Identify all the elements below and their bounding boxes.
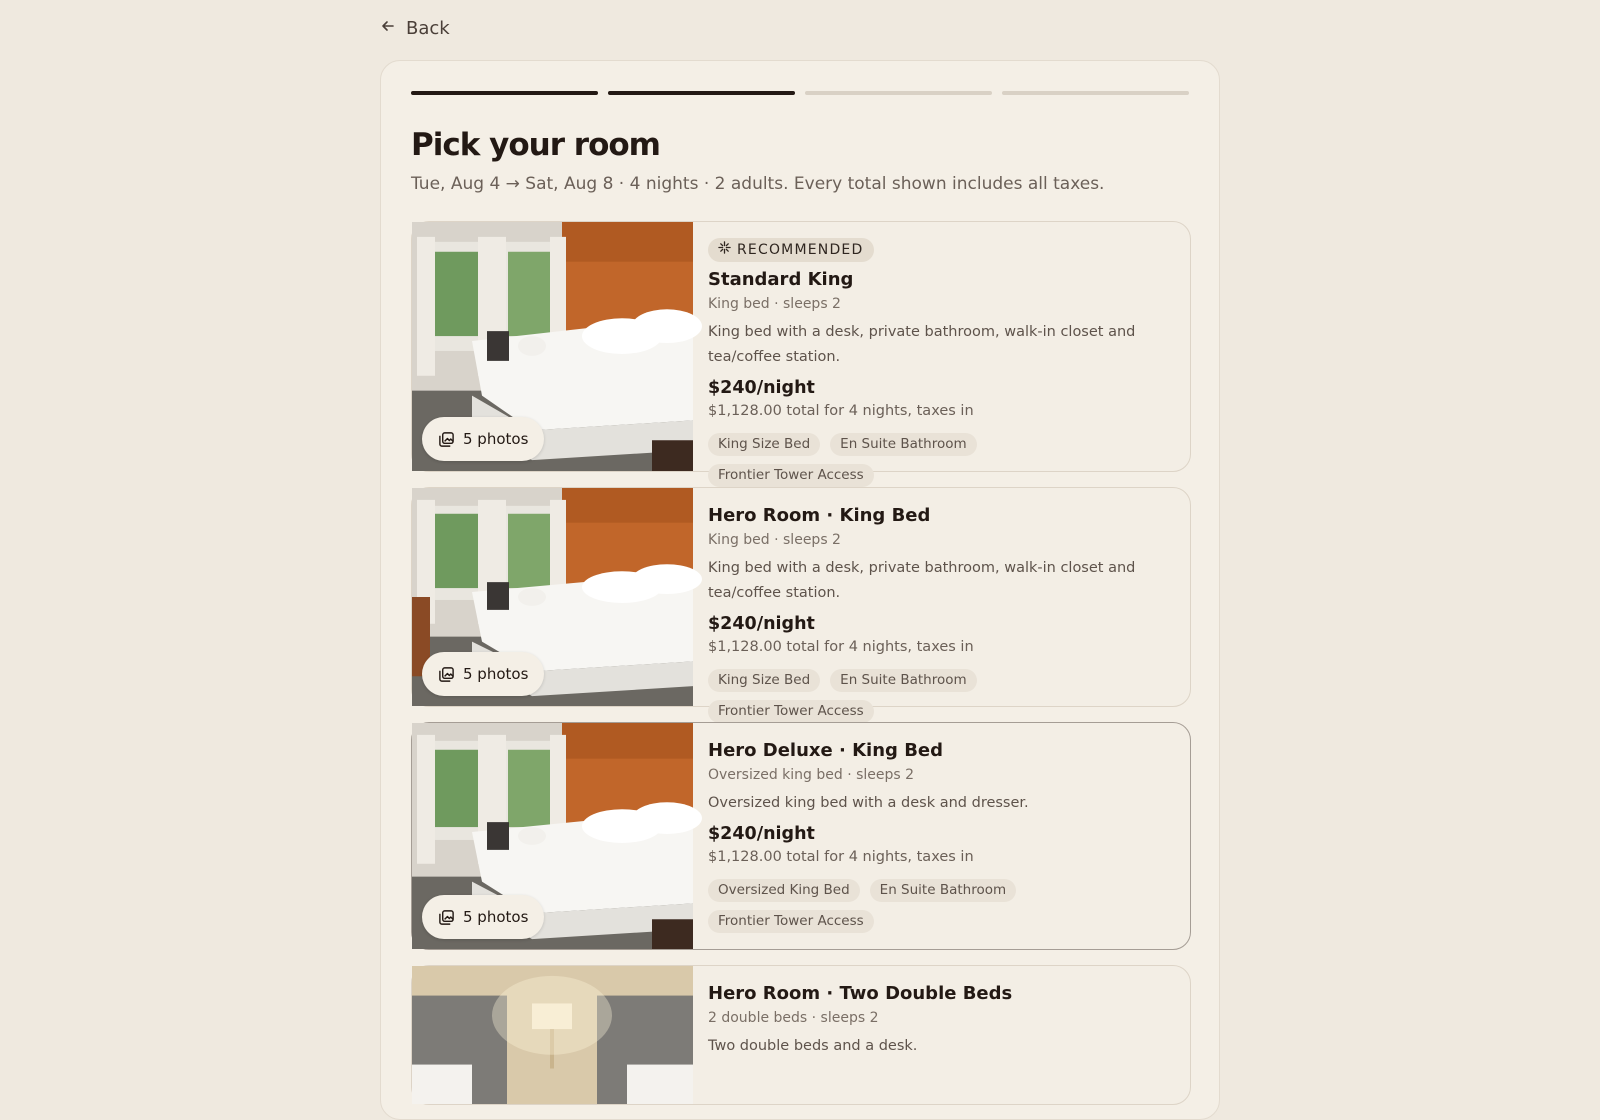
amenity-tag: Frontier Tower Access <box>708 464 874 487</box>
view-photos-button[interactable] <box>422 895 544 939</box>
room-bed-info: King bed · sleeps 2 <box>708 532 841 548</box>
photo-gallery-icon <box>438 431 455 448</box>
photo-gallery-icon <box>438 909 455 926</box>
room-card-standard-king[interactable] <box>411 221 1191 483</box>
room-photo[interactable] <box>412 723 693 949</box>
sparkle-icon <box>718 241 731 258</box>
room-card-hero-room-two-doubles[interactable] <box>411 965 1191 1105</box>
room-card-hero-deluxe-king[interactable] <box>411 722 1191 950</box>
room-total-price: $1,128.00 total for 4 nights, taxes in <box>708 639 974 655</box>
photos-count: 5 photos <box>463 665 529 683</box>
photos-count: 5 photos <box>463 908 529 926</box>
view-photos-button[interactable] <box>422 417 544 461</box>
room-photo-image <box>412 966 693 1104</box>
room-bed-info: King bed · sleeps 2 <box>708 296 841 312</box>
back-label: Back <box>406 18 450 39</box>
room-name: Standard King <box>708 269 854 290</box>
progress-step-3 <box>805 91 992 95</box>
amenity-tag: En Suite Bathroom <box>830 669 976 692</box>
progress-step-4 <box>1002 91 1189 95</box>
amenity-tag: Frontier Tower Access <box>708 700 874 723</box>
room-bed-info: 2 double beds · sleeps 2 <box>708 1010 879 1026</box>
room-info <box>708 982 1170 1059</box>
room-card-hero-room-king[interactable] <box>411 487 1191 719</box>
room-bed-info: Oversized king bed · sleeps 2 <box>708 767 915 783</box>
room-total-price: $1,128.00 total for 4 nights, taxes in <box>708 403 974 419</box>
room-description: King bed with a desk, private bathroom, walk-in closet and tea/coffee station. <box>708 560 1136 601</box>
room-info <box>708 739 1170 933</box>
room-photo[interactable] <box>412 966 693 1104</box>
room-info <box>708 504 1170 723</box>
stay-summary: Tue, Aug 4 → Sat, Aug 8 · 4 nights · 2 adults. Every total shown includes all taxes. <box>411 174 1105 194</box>
room-description: Oversized king bed with a desk and dresser. <box>708 795 1029 811</box>
photo-gallery-icon <box>438 666 455 683</box>
page-title: Pick your room <box>411 127 660 163</box>
room-total-price: $1,128.00 total for 4 nights, taxes in <box>708 849 974 865</box>
amenity-tag: Frontier Tower Access <box>708 910 874 933</box>
photos-count: 5 photos <box>463 430 529 448</box>
room-amenity-tags <box>708 433 1148 487</box>
room-description: Two double beds and a desk. <box>708 1038 918 1054</box>
room-name: Hero Room · Two Double Beds <box>708 983 1013 1004</box>
room-name: Hero Deluxe · King Bed <box>708 740 944 761</box>
room-name: Hero Room · King Bed <box>708 505 931 526</box>
progress-step-2 <box>608 91 795 95</box>
room-info <box>708 238 1170 487</box>
room-description: King bed with a desk, private bathroom, walk-in closet and tea/coffee station. <box>708 324 1136 365</box>
room-photo[interactable] <box>412 222 693 471</box>
room-nightly-price: $240/night <box>708 614 815 634</box>
amenity-tag: King Size Bed <box>708 433 820 456</box>
back-button[interactable] <box>380 18 450 39</box>
recommended-badge <box>708 238 874 262</box>
room-nightly-price: $240/night <box>708 824 815 844</box>
amenity-tag: En Suite Bathroom <box>870 879 1016 902</box>
view-photos-button[interactable] <box>422 652 544 696</box>
room-selection-panel <box>380 60 1220 1120</box>
amenity-tag: Oversized King Bed <box>708 879 860 902</box>
room-photo[interactable] <box>412 488 693 706</box>
amenity-tag: King Size Bed <box>708 669 820 692</box>
progress-step-1 <box>411 91 598 95</box>
amenity-tag: En Suite Bathroom <box>830 433 976 456</box>
arrow-left-icon <box>380 18 396 39</box>
step-progress <box>411 91 1189 95</box>
room-amenity-tags <box>708 669 1148 723</box>
room-amenity-tags <box>708 879 1028 933</box>
room-nightly-price: $240/night <box>708 378 815 398</box>
badge-label: RECOMMENDED <box>737 241 864 258</box>
